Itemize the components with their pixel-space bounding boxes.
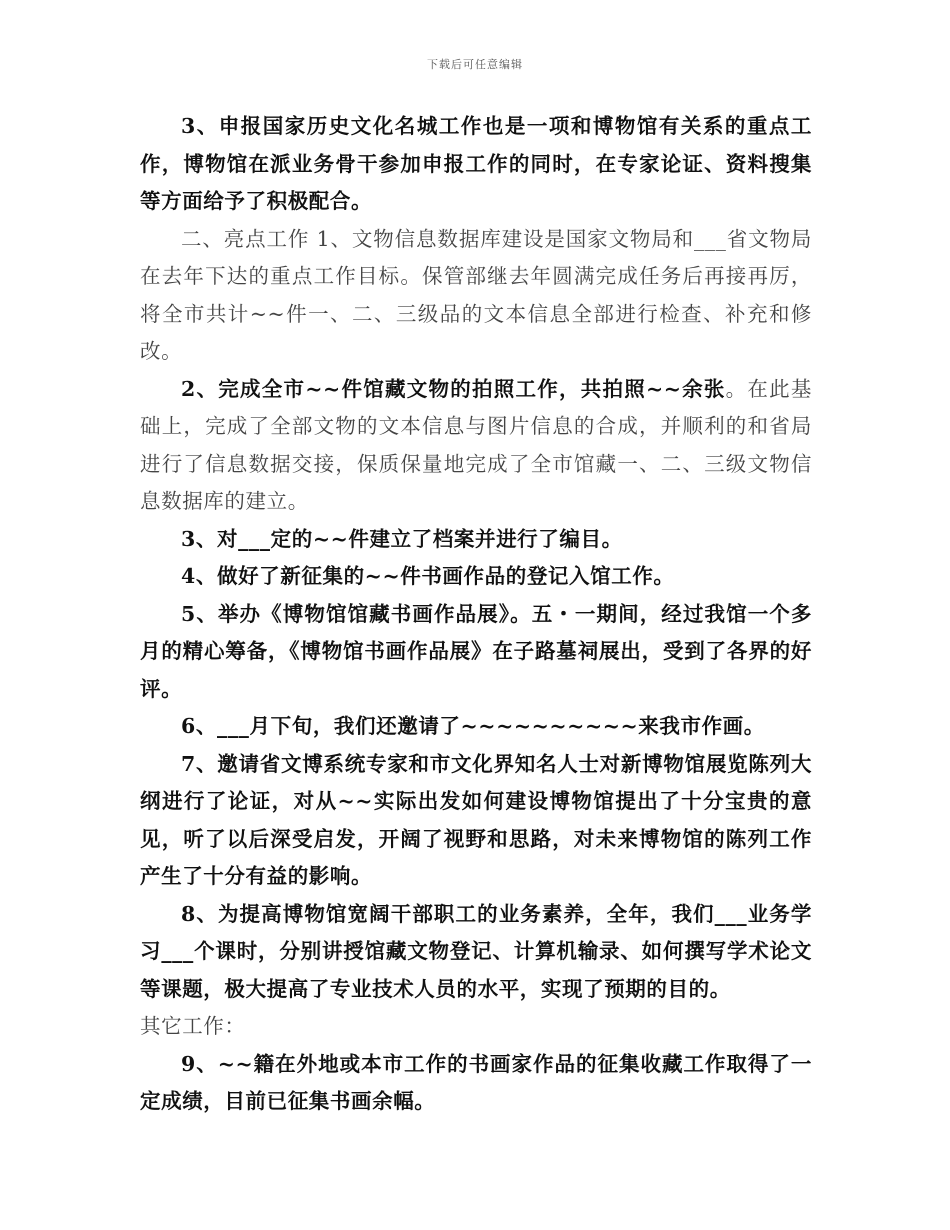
paragraph-9-collection: 9、~~籍在外地或本市工作的书画家作品的征集收藏工作取得了一定成绩，目前已征集书画余幅。	[140, 1051, 812, 1113]
paragraph-8-training: 8、为提高博物馆宽阔干部职工的业务素养，全年，我们___业务学习___个课时，分别讲授馆藏文物登记、计算机输录、如何撰写学术论文等课题，极大提高了专业技术人员的水平，实现了预期的目的。	[140, 901, 812, 1001]
header-note: 下载后可任意编辑	[427, 58, 523, 71]
paragraph-7-expert-review: 7、邀请省文博系统专家和市文化界知名人士对新博物馆展览陈列大纲进行了论证，对从~~实际出发如何建设博物馆提出了十分宝贵的意见，听了以后深受启发，开阔了视野和思路，对未来博物馆的陈列工作产生了十分有益的影响。	[140, 751, 812, 888]
section-heading-other-work: 其它工作：	[140, 1014, 246, 1038]
paragraph-2-photography	[140, 371, 812, 521]
paragraph-4-registration: 4、做好了新征集的~~件书画作品的登记入馆工作。	[181, 564, 675, 588]
paragraph-6-invitation: 6、___月下旬，我们还邀请了~~~~~~~~~~来我市作画。	[181, 714, 765, 738]
paragraph-2-bold-lead: 2、完成全市~~件馆藏文物的拍照工作，共拍照~~余张	[181, 376, 726, 401]
paragraph-highlights-1: 二、亮点工作 1、文物信息数据库建设是国家文物局和___省文物局在去年下达的重点工作目标。保管部继去年圆满完成任务后再接再厉，将全市共计~~件一、二、三级品的文本信息全部进行检查、补充和修改。	[140, 226, 812, 363]
paragraph-5-exhibition: 5、举办《博物馆馆藏书画作品展》。五・一期间，经过我馆一个多月的精心筹备，《博物馆书画作品展》在子路墓祠展出，受到了各界的好评。	[140, 601, 812, 701]
document-body	[140, 108, 812, 1121]
paragraph-3-archive: 3、对___定的~~件建立了档案并进行了编目。	[181, 526, 623, 551]
paragraph-3-application: 3、申报国家历史文化名城工作也是一项和博物馆有关系的重点工作，博物馆在派业务骨干参加申报工作的同时，在专家论证、资料搜集等方面给予了积极配合。	[140, 114, 812, 213]
paragraph-2-light-rest: 。在此基础上，完成了全部文物的文本信息与图片信息的合成，并顺利的和省局进行了信息数据交接，保质保量地完成了全市馆藏一、二、三级文物信息数据库的建立。	[140, 376, 812, 513]
